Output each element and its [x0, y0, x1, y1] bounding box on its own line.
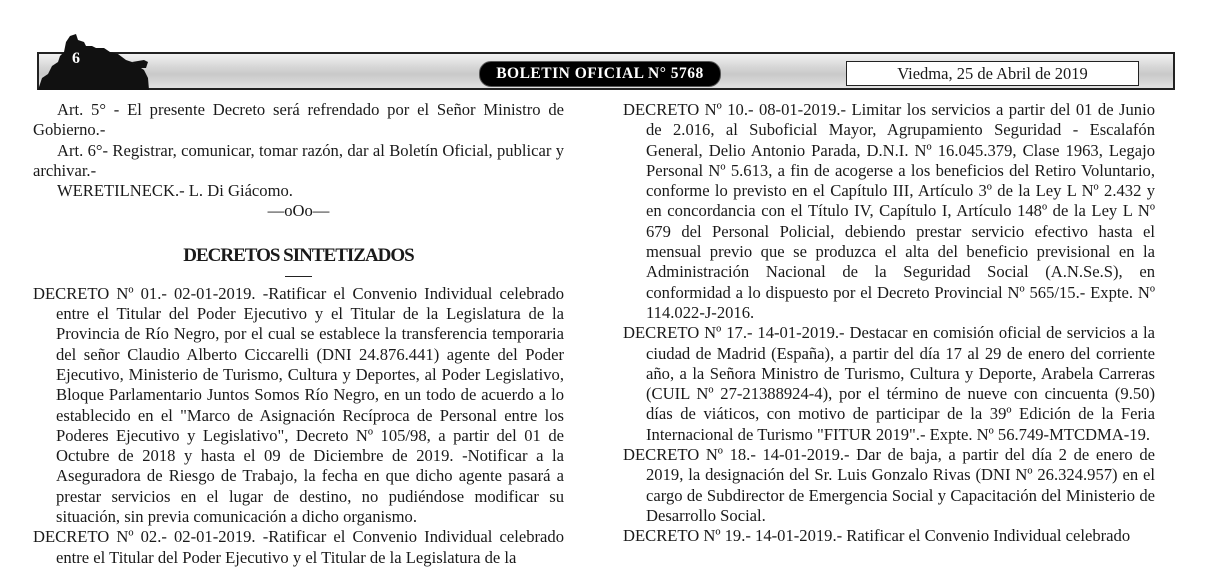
decree-entry: DECRETO Nº 10.- 08-01-2019.- Limitar los servicios a partir del 01 de Junio de 2.016, al Suboficial Mayor, Agrupamiento Seguridad - Escalafón General, Delio Antonio Parada, D.N.I. Nº 16.045.379, Clase 1963, Legajo Personal Nº 5.613, a fin de acogerse a los beneficios del Retiro Voluntario, conforme lo previsto en el Capítulo III, Artículo 3º de la Ley L Nº 2.432 y en concordancia con el Título IV, Capítulo I, Artículo 148º de la Ley L Nº 679 del Personal Policial, debiendo prestar servicio efectivo hasta el mensual previo que se produzca el alta del beneficio previsional en la Administración Nacional de la Seguridad Social (A.N.Se.S), en conformidad a lo dispuesto por el Decreto Provincial Nº 565/15.- Expte. Nº 114.022-J-2016.	[623, 100, 1155, 322]
decree-entry: DECRETO Nº 17.- 14-01-2019.- Destacar en comisión oficial de servicios a la ciudad de Madrid (España), a partir del día 17 al 29 de enero del corriente año, a la Señora Ministro de Turismo, Cultura y Deporte, Arabela Carreras (CUIL Nº 27-21388924-4), por el término de nueve con cincuenta (9.50) días de viáticos, con motivo de participar de la 39º Edición de la Feria Internacional de Turismo "FITUR 2019".- Expte. Nº 56.749-MTCDMA-19.	[623, 323, 1155, 444]
rio-negro-map-icon	[36, 32, 151, 92]
publication-date: Viedma, 25 de Abril de 2019	[846, 61, 1139, 86]
section-heading: DECRETOS SINTETIZADOS	[183, 244, 414, 266]
article-6: Art. 6°- Registrar, comunicar, tomar razón, dar al Boletín Oficial, publicar y archivar.-	[33, 140, 564, 180]
bulletin-title: BOLETIN OFICIAL N° 5768	[479, 61, 721, 87]
page-header	[0, 0, 1213, 100]
right-column	[623, 100, 1155, 547]
decree-entry: DECRETO Nº 19.- 14-01-2019.- Ratificar el Convenio Individual celebrado	[623, 526, 1131, 546]
decree-entry: DECRETO Nº 18.- 14-01-2019.- Dar de baja, a partir del día 2 de enero de 2019, la designación del Sr. Luis Gonzalo Rivas (DNI Nº 26.324.957) en el cargo de Subdirector de Emergencia Social y Capacitación del Ministerio de Desarrollo Social.	[623, 445, 1155, 525]
decree-entry: DECRETO Nº 02.- 02-01-2019. -Ratificar el Convenio Individual celebrado entre el Titular del Poder Ejecutivo y el Titular de la Legislatura de la	[33, 527, 564, 567]
page-number: 6	[72, 50, 80, 67]
separator: —oOo—	[267, 201, 330, 221]
decree-entry: DECRETO Nº 01.- 02-01-2019. -Ratificar el Convenio Individual celebrado entre el Titular del Poder Ejecutivo y el Titular de la Legislatura de la Provincia de Río Negro, por el cual se establece la transferencia temporaria del señor Claudio Alberto Ciccarelli (DNI 24.876.441) agente del Poder Ejecutivo, Ministerio de Turismo, Cultura y Deportes, al Poder Legislativo, Bloque Parlamentario Juntos Somos Río Negro, en un todo de acuerdo a lo establecido en el "Marco de Asignación Recíproca de Personal entre los Poderes Ejecutivo y Legislativo", Decreto Nº 105/98, a partir del 01 de Octubre de 2018 y hasta el 09 de Diciembre de 2019. -Notificar a la Aseguradora de Riesgo de Trabajo, la fecha en que dicho agente pasará a prestar servicios en el lugar de destino, no pudiéndose modificar su situación, sin previa comunicación a dicho organismo.	[33, 283, 564, 527]
signature: WERETILNECK.- L. Di Giácomo.	[57, 181, 293, 201]
heading-divider	[285, 276, 312, 277]
left-column	[33, 100, 564, 568]
article-5: Art. 5° - El presente Decreto será refrendado por el Señor Ministro de Gobierno.-	[33, 100, 564, 140]
